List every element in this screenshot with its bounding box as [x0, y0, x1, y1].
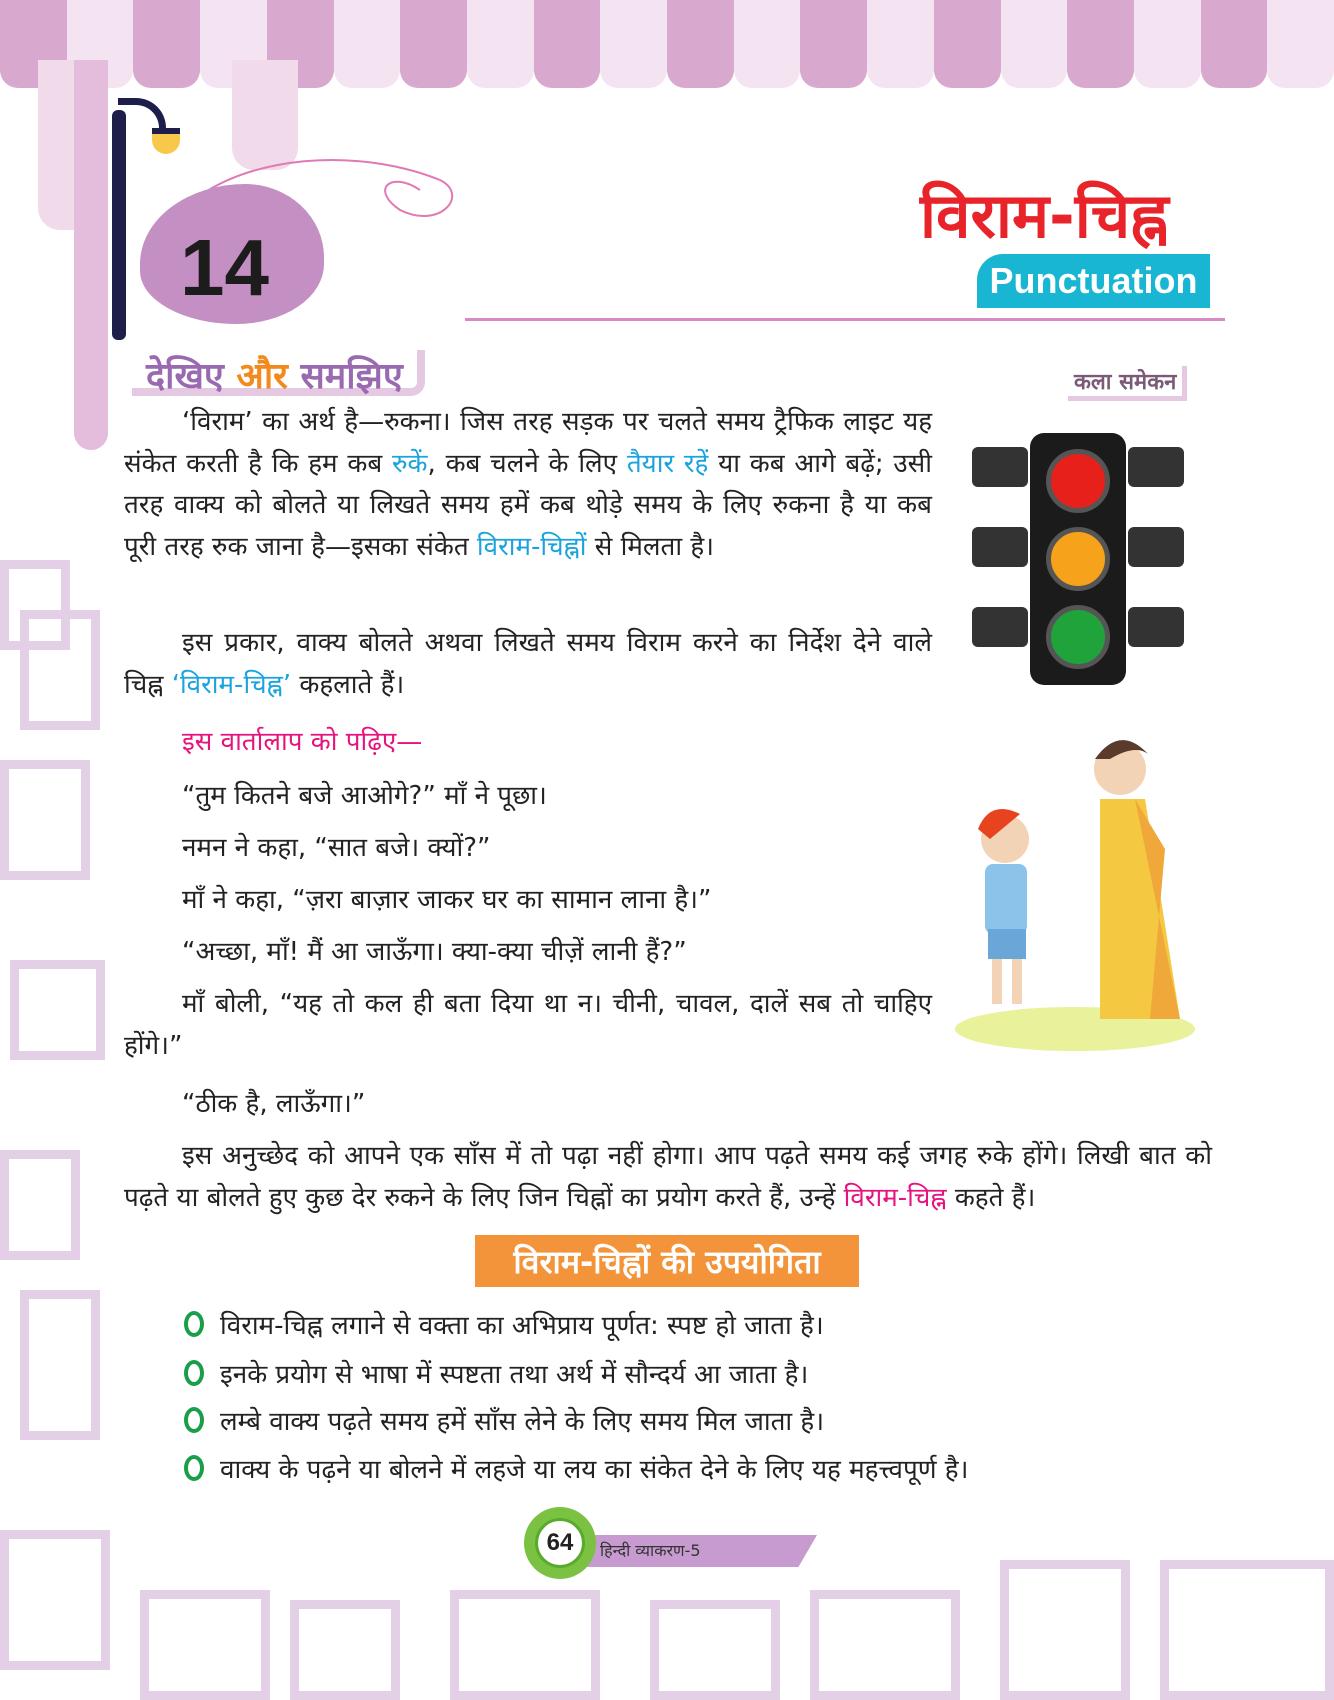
list-item [184, 1402, 824, 1438]
list-item [184, 1306, 824, 1342]
summary-paragraph [124, 1136, 1212, 1219]
square-decoration [0, 1530, 110, 1670]
intro-paragraph-2 [124, 623, 932, 706]
heading-part-accent: और [236, 356, 288, 397]
text-run: या कब आगे बढ़ें; उसी तरह वाक्य को बोलते या लिखते समय हमें कब थोड़े समय के लिए रुकना है या कब पूरी तरह रुक जाना है—इसका संकेत [124, 448, 932, 562]
page-number: 64 [535, 1518, 585, 1568]
list-item-text: लम्बे वाक्य पढ़ते समय हमें साँस लेने के लिए समय मिल जाता है। [220, 1407, 825, 1437]
list-item-text: इनके प्रयोग से भाषा में स्पष्टता तथा अर्थ में सौन्दर्य आ जाता है। [220, 1360, 809, 1390]
heading-part: देखिए [146, 356, 237, 397]
dialogue-line: “तुम कितने बजे आओगे?” माँ ने पूछा। [182, 781, 547, 811]
list-item-text: विराम-चिह्न लगाने से वक्ता का अभिप्राय पूर्णत: स्पष्ट हो जाता है। [220, 1311, 824, 1341]
highlighted-term: विराम-चिह्न [843, 1182, 947, 1213]
text-run: ‘विराम’ का अर्थ है—रुकना। जिस तरह सड़क पर चलते समय ट्रैफिक लाइट यह संकेत करती है कि हम कब [124, 407, 932, 479]
highlighted-term: विराम-चिह्नों [476, 531, 587, 562]
dialogue-line: “अच्छा, माँ! मैं आ जाऊँगा। क्या-क्या चीज़ें लानी हैं?” [182, 937, 687, 967]
square-decoration [0, 760, 90, 880]
amber-light-icon [1046, 527, 1110, 591]
square-decoration [20, 610, 100, 730]
square-decoration [650, 1600, 780, 1700]
square-decoration [10, 960, 105, 1060]
list-item [184, 1355, 808, 1391]
header-divider [465, 318, 1225, 321]
square-decoration [810, 1590, 960, 1700]
heading-part: समझिए [287, 356, 403, 397]
art-integration-tag: कला समेकन [1068, 366, 1187, 401]
text-run: इस प्रकार, वाक्य बोलते अथवा लिखते समय विराम करने का निर्देश देने वाले चिह्न [124, 628, 932, 700]
chapter-number: 14 [180, 223, 269, 312]
dialogue-line: नमन ने कहा, “सात बजे। क्यों?” [182, 833, 491, 863]
text-run: कहलाते हैं। [291, 669, 405, 700]
highlighted-term: रुकें [391, 448, 428, 479]
square-decoration [290, 1600, 400, 1700]
traffic-light-illustration [972, 427, 1184, 687]
green-light-icon [1046, 605, 1110, 669]
dialogue-line: माँ ने कहा, “ज़रा बाज़ार जाकर घर का सामान लाना है।” [182, 885, 712, 915]
dialogue-heading: इस वार्तालाप को पढ़िए— [182, 727, 423, 757]
highlighted-term: ‘विराम-चिह्न’ [171, 669, 292, 700]
bullet-circle-icon [184, 1360, 204, 1386]
chapter-subtitle: Punctuation [977, 254, 1210, 308]
top-stripes-decoration [0, 0, 1334, 88]
usefulness-heading: विराम-चिह्नों की उपयोगिता [475, 1235, 859, 1287]
square-decoration [1000, 1560, 1130, 1700]
highlighted-term: तैयार रहें [626, 448, 709, 479]
bullet-circle-icon [184, 1455, 204, 1481]
book-title: हिन्दी व्याकरण-5 [600, 1541, 701, 1560]
list-item-text: वाक्य के पढ़ने या बोलने में लहजे या लय का संकेत देने के लिए यह महत्त्वपूर्ण है। [220, 1455, 969, 1485]
bullet-circle-icon [184, 1407, 204, 1433]
square-decoration [140, 1590, 270, 1700]
text-run: से मिलता है। [586, 531, 715, 562]
intro-paragraph-1 [124, 402, 932, 568]
lamp-post-illustration [112, 110, 126, 340]
bullet-circle-icon [184, 1311, 204, 1337]
square-decoration [450, 1590, 600, 1700]
square-decoration [1160, 1560, 1334, 1700]
section-heading [132, 350, 425, 396]
text-run: कहते हैं। [946, 1182, 1036, 1213]
curtain-decoration [74, 60, 108, 450]
red-light-icon [1046, 449, 1110, 513]
square-decoration [0, 1150, 80, 1260]
square-decoration [20, 1290, 100, 1440]
dialogue-line: “ठीक है, लाऊँगा।” [182, 1089, 366, 1119]
mother-child-illustration [950, 729, 1200, 1054]
page-number-badge [524, 1507, 596, 1579]
text-run: इस अनुच्छेद को आपने एक साँस में तो पढ़ा नहीं होगा। आप पढ़ते समय कई जगह रुके होंगे। लिखी बात को पढ़ते या बोलते हुए कुछ देर रुकने के लिए जिन चिह्नों का प्रयोग करते हैं, उन्हें [124, 1141, 1212, 1213]
list-item [184, 1450, 968, 1486]
dialogue-line: माँ बोली, “यह तो कल ही बता दिया था न। चीनी, चावल, दालें सब तो चाहिए होंगे।” [124, 989, 932, 1061]
chapter-title: विराम-चिह्न [920, 179, 1169, 252]
text-run: , कब चलने के लिए [427, 448, 627, 479]
